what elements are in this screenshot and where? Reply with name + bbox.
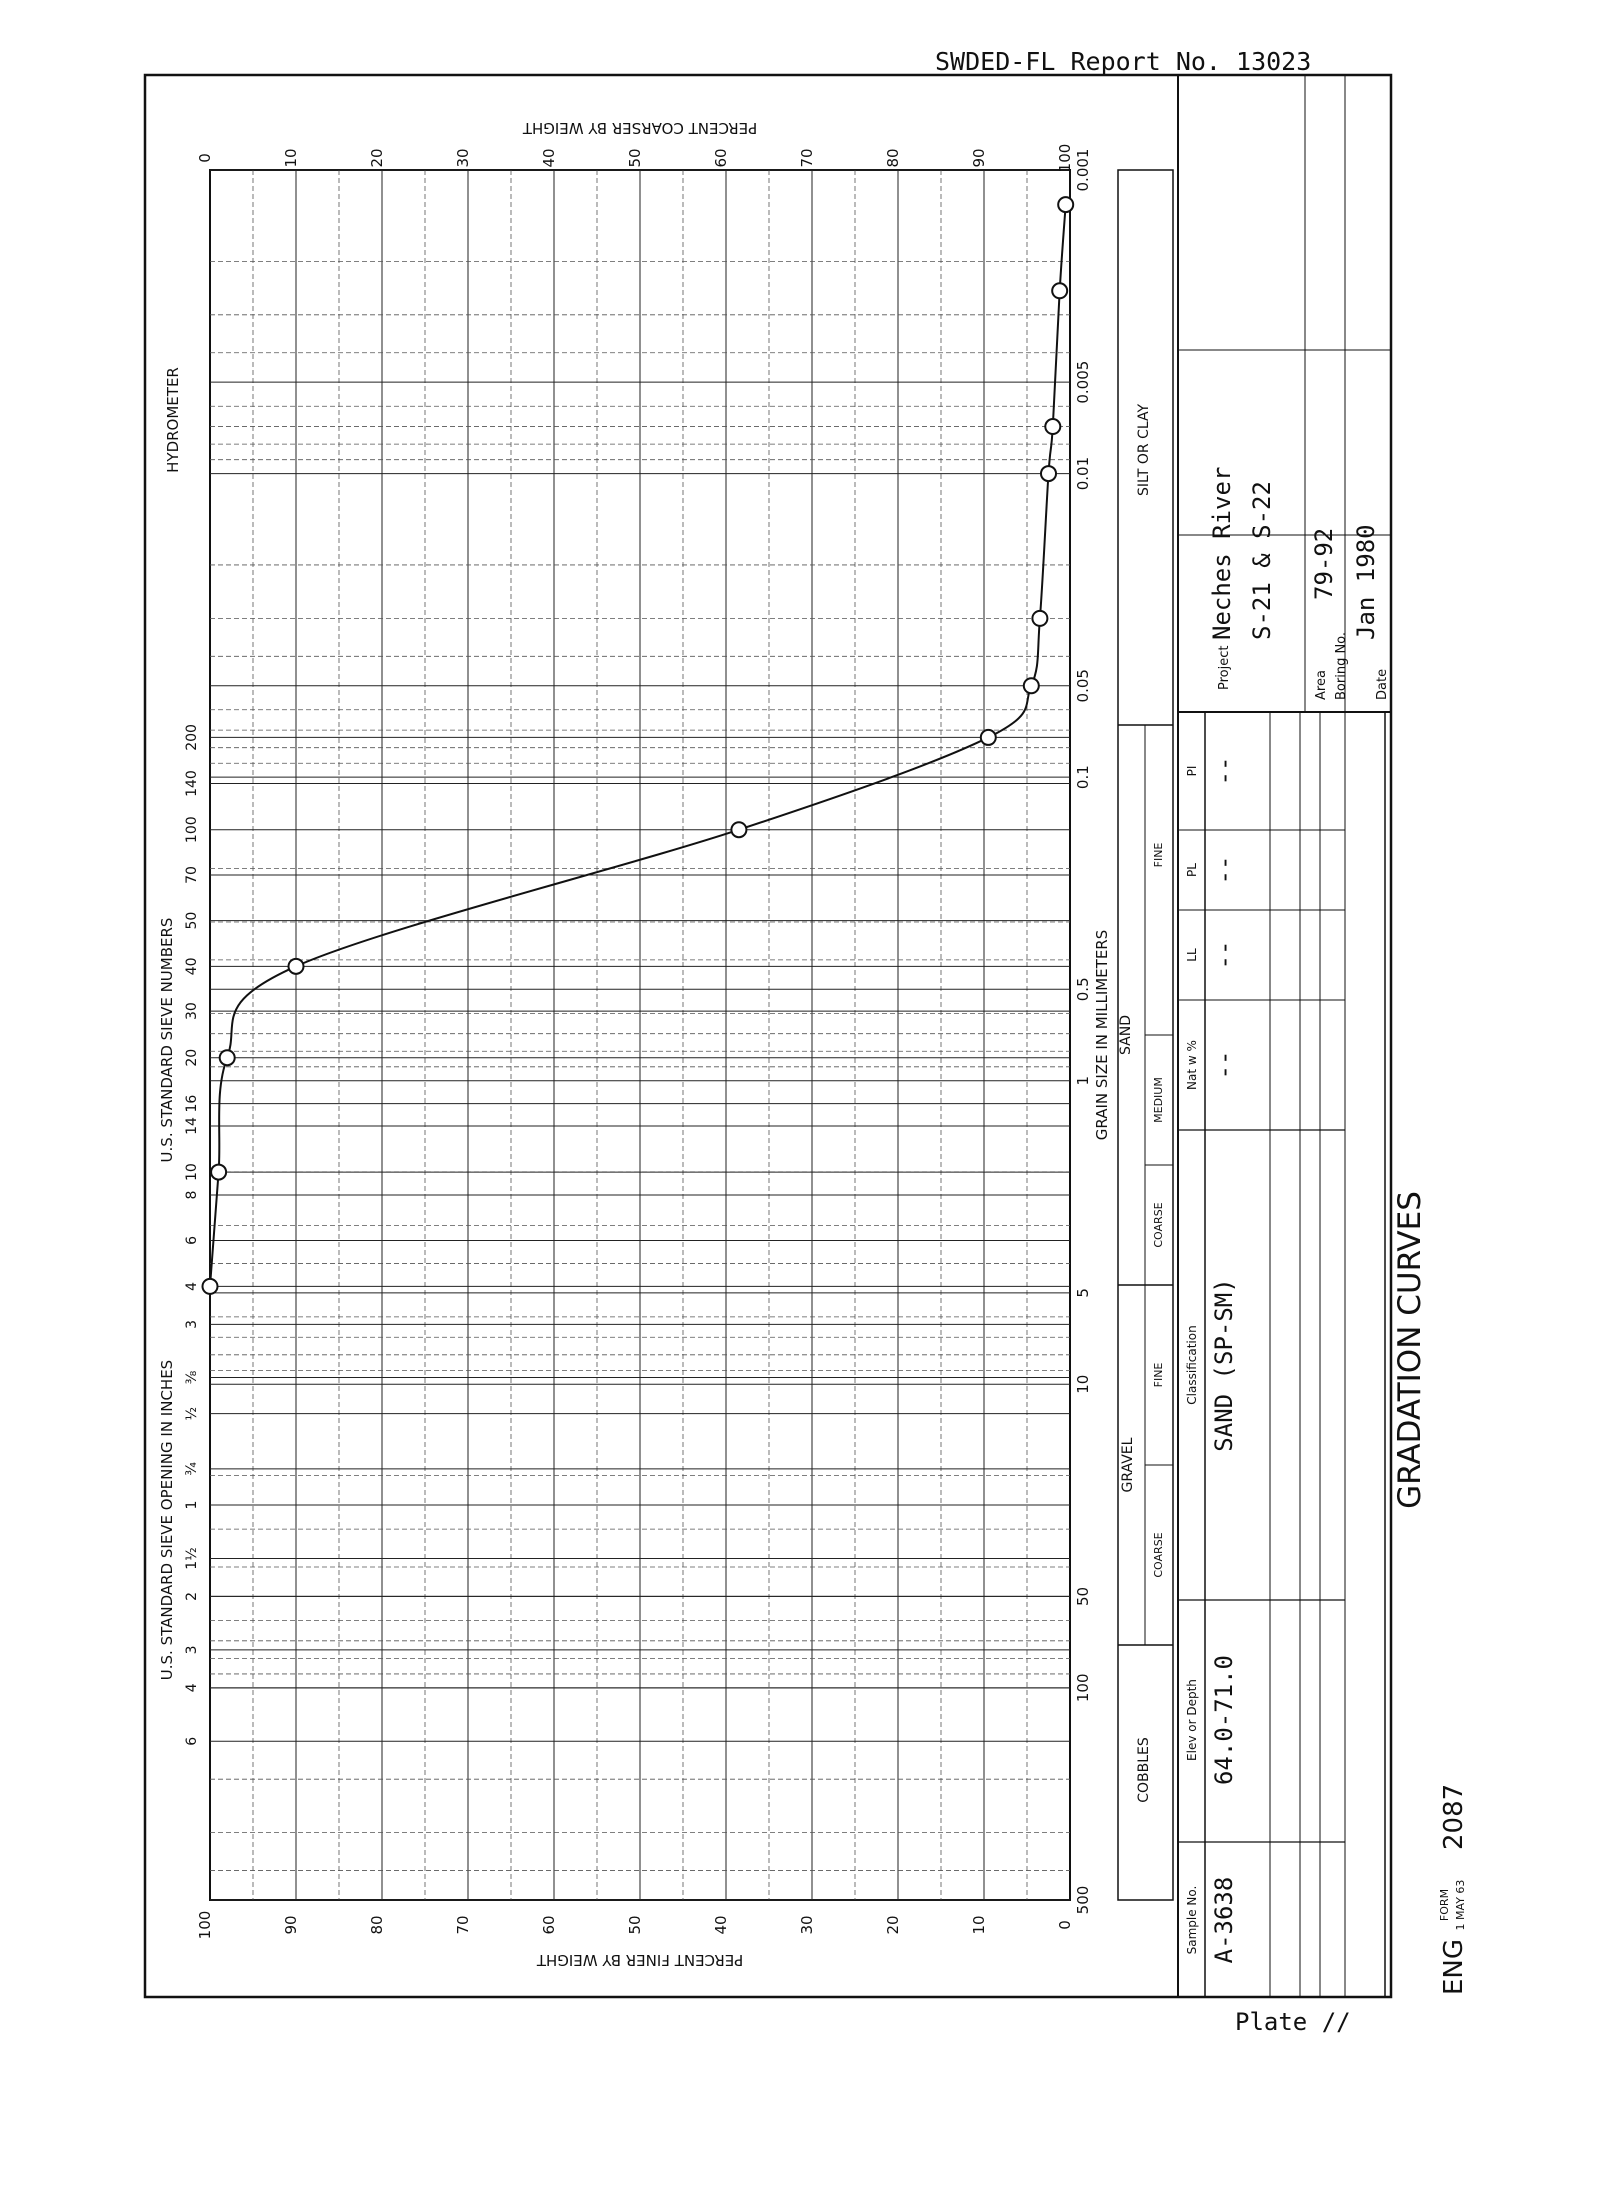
- data-point-5: [981, 730, 996, 745]
- eng-label: ENG: [1439, 1938, 1469, 1995]
- size-tick-1: 100: [1074, 1673, 1092, 1703]
- data-point-7: [1032, 611, 1047, 626]
- sieve-number-tick-0: 4: [184, 1281, 200, 1291]
- data-points: [203, 197, 1074, 1294]
- sieve-number-tick-4: 14: [184, 1117, 200, 1135]
- data-point-4: [731, 822, 746, 837]
- finer-tick-0: 100: [196, 1910, 214, 1940]
- form-title: GRADATION CURVES: [1392, 1191, 1428, 1509]
- size-tick-0: 500: [1074, 1885, 1092, 1915]
- project-label: Project: [1217, 645, 1232, 690]
- coarser-tick-10: 100: [1056, 143, 1074, 173]
- cell-pi: --: [1210, 756, 1238, 786]
- data-point-8: [1041, 466, 1056, 481]
- date-value: Jan 1980: [1352, 524, 1380, 640]
- finer-tick-6: 40: [712, 1915, 730, 1935]
- boring-value: 79-92: [1310, 527, 1338, 600]
- form-date: 1 MAY 63: [1454, 1879, 1467, 1931]
- finer-tick-3: 70: [454, 1915, 472, 1935]
- area-label: Area: [1314, 670, 1329, 700]
- percent-finer-ticks: [196, 1911, 1074, 1940]
- th-elev: Elev or Depth: [1185, 1679, 1199, 1761]
- data-point-3: [289, 959, 304, 974]
- inch-tick-6: ¾: [184, 1462, 200, 1476]
- th-classification: Classification: [1185, 1325, 1199, 1405]
- finer-tick-5: 50: [626, 1915, 644, 1935]
- inch-tick-0: 6: [184, 1736, 200, 1746]
- sieve-number-tick-13: 200: [184, 724, 200, 751]
- sieve-number-tick-3: 10: [184, 1163, 200, 1181]
- sieve-number-tick-10: 70: [184, 866, 200, 884]
- cell-sample: A-3638: [1210, 1876, 1238, 1964]
- sieve-numbers-title: U.S. STANDARD SIEVE NUMBERS: [158, 917, 176, 1163]
- coarser-tick-9: 90: [970, 148, 988, 168]
- boring-label: Boring No.: [1334, 631, 1349, 700]
- sieve-inches-title: U.S. STANDARD SIEVE OPENING IN INCHES: [158, 1359, 176, 1681]
- data-point-9: [1045, 419, 1060, 434]
- coarser-tick-0: 0: [196, 153, 214, 163]
- grain-size-ticks: [1074, 149, 1092, 1915]
- sieve-number-tick-7: 30: [184, 1002, 200, 1021]
- sand-coarse-label: COARSE: [1152, 1202, 1165, 1248]
- percent-coarser-ticks: [196, 144, 1074, 173]
- sample-table: [1178, 712, 1391, 1997]
- sieve-inch-ticks: [184, 1320, 200, 1746]
- size-tick-7: 0.1: [1074, 765, 1092, 790]
- percent-coarser-label: PERCENT COARSER BY WEIGHT: [522, 119, 758, 137]
- size-tick-6: 0.5: [1074, 977, 1092, 1002]
- form-word: FORM: [1438, 1888, 1451, 1922]
- coarser-tick-8: 80: [884, 148, 902, 168]
- data-point-2: [220, 1050, 235, 1065]
- inch-tick-2: 3: [184, 1645, 200, 1655]
- grain-size-title: GRAIN SIZE IN MILLIMETERS: [1093, 929, 1111, 1141]
- gradation-curve: [210, 205, 1066, 1287]
- cell-pl: --: [1210, 855, 1238, 885]
- inch-tick-1: 4: [184, 1683, 200, 1693]
- size-tick-5: 1: [1074, 1075, 1092, 1086]
- finer-tick-9: 10: [970, 1915, 988, 1935]
- size-tick-9: 0.01: [1074, 456, 1092, 491]
- size-tick-11: 0.001: [1074, 148, 1092, 192]
- plate-label: Plate //: [1235, 2008, 1351, 2036]
- date-label: Date: [1375, 668, 1390, 700]
- sand-fine-label: FINE: [1152, 842, 1165, 868]
- size-tick-10: 0.005: [1074, 360, 1092, 404]
- data-point-1: [211, 1165, 226, 1180]
- th-ll: LL: [1185, 948, 1199, 962]
- plot-area: [203, 170, 1074, 1900]
- th-pl: PL: [1185, 863, 1199, 877]
- form-number: 2087: [1439, 1783, 1469, 1850]
- th-sample: Sample No.: [1185, 1885, 1199, 1955]
- sieve-number-ticks: [184, 724, 200, 1291]
- inch-tick-5: 1: [184, 1500, 200, 1510]
- sieve-number-tick-5: 16: [184, 1094, 200, 1113]
- sieve-number-tick-6: 20: [184, 1048, 200, 1067]
- cell-natw: --: [1210, 1050, 1238, 1080]
- silt-clay-label: SILT OR CLAY: [1136, 403, 1152, 497]
- inch-tick-8: ⅜: [184, 1370, 200, 1385]
- project-box: [1178, 75, 1391, 712]
- data-point-0: [203, 1279, 218, 1294]
- project-value-2: S-21 & S-22: [1248, 481, 1276, 640]
- finer-tick-7: 30: [798, 1915, 816, 1935]
- cell-ll: --: [1210, 940, 1238, 970]
- sieve-number-tick-2: 8: [184, 1190, 200, 1200]
- coarser-tick-7: 70: [798, 148, 816, 168]
- sand-medium-label: MEDIUM: [1152, 1077, 1165, 1123]
- finer-tick-4: 60: [540, 1915, 558, 1935]
- inch-tick-9: 3: [184, 1319, 200, 1329]
- coarser-tick-1: 10: [282, 148, 300, 168]
- coarser-tick-3: 30: [454, 148, 472, 168]
- gravel-fine-label: FINE: [1152, 1362, 1165, 1388]
- inch-tick-7: ½: [184, 1406, 200, 1421]
- report-number: SWDED-FL Report No. 13023: [935, 47, 1312, 76]
- sieve-number-tick-8: 40: [184, 957, 200, 976]
- size-tick-8: 0.05: [1074, 669, 1092, 703]
- size-tick-3: 10: [1074, 1374, 1092, 1394]
- coarser-tick-6: 60: [712, 148, 730, 168]
- data-point-11: [1058, 197, 1073, 212]
- outer-frame: [145, 75, 1391, 1997]
- sieve-number-tick-1: 6: [184, 1236, 200, 1245]
- cobbles-label: COBBLES: [1136, 1737, 1152, 1803]
- sieve-number-tick-12: 140: [184, 770, 200, 797]
- coarser-tick-5: 50: [626, 148, 644, 168]
- percent-finer-label: PERCENT FINER BY WEIGHT: [536, 1951, 744, 1969]
- cell-elev: 64.0-71.0: [1210, 1654, 1238, 1786]
- finer-tick-10: 0: [1056, 1920, 1074, 1930]
- data-point-10: [1052, 283, 1067, 298]
- inch-tick-3: 2: [184, 1591, 200, 1601]
- coarser-tick-4: 40: [540, 148, 558, 168]
- sieve-number-tick-9: 50: [184, 911, 200, 930]
- th-pi: PI: [1185, 765, 1199, 777]
- finer-tick-8: 20: [884, 1915, 902, 1935]
- gravel-label: GRAVEL: [1120, 1437, 1136, 1493]
- cell-classification: SAND (SP-SM): [1210, 1278, 1238, 1452]
- coarser-tick-2: 20: [368, 148, 386, 168]
- finer-tick-2: 80: [368, 1915, 386, 1935]
- data-point-6: [1024, 678, 1039, 693]
- th-natw: Nat w %: [1185, 1040, 1199, 1090]
- size-tick-4: 5: [1074, 1288, 1092, 1298]
- sieve-number-tick-11: 100: [184, 816, 200, 844]
- hydrometer-title: HYDROMETER: [164, 367, 182, 473]
- project-value: Neches River: [1208, 466, 1236, 640]
- gridlines: [210, 170, 1070, 1900]
- inch-tick-4: 1½: [184, 1547, 200, 1570]
- finer-tick-1: 90: [282, 1915, 300, 1935]
- size-tick-2: 50: [1074, 1586, 1092, 1606]
- gravel-coarse-label: COARSE: [1152, 1532, 1165, 1578]
- sand-title: SAND: [1118, 1015, 1134, 1055]
